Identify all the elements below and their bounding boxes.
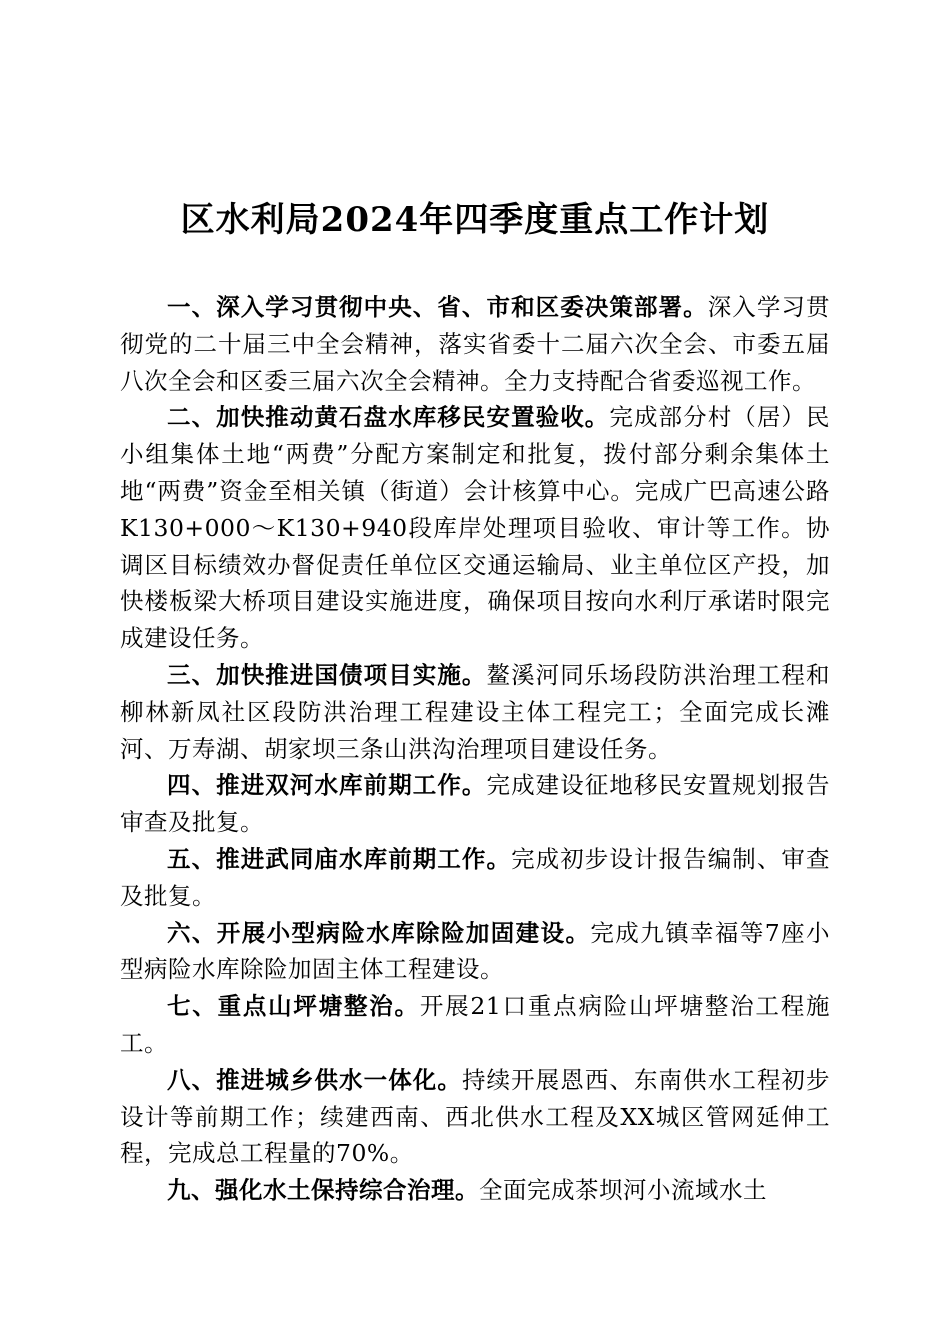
paragraph-text: 持续开展恩西、东南供水工程初步设计等前期工作；续建西南、西北供水工程及XX城区管网延伸工程，完成总工程量的70%。 bbox=[120, 1065, 831, 1168]
paragraph-6 bbox=[120, 915, 830, 989]
paragraph-heading: 一、深入学习贯彻中央、省、市和区委决策部署。 bbox=[167, 293, 708, 321]
paragraph-heading: 五、推进武同庙水库前期工作。 bbox=[167, 844, 512, 873]
paragraph-text: 完成建设征地移民安置规划报告审查及批复。 bbox=[120, 771, 830, 837]
paragraph-text: 开展21口重点病险山坪塘整治工程施工。 bbox=[120, 992, 831, 1057]
paragraph-heading: 七、重点山坪塘整治。 bbox=[167, 992, 420, 1021]
paragraph-heading: 六、开展小型病险水库除险加固建设。 bbox=[167, 918, 591, 947]
paragraph-5 bbox=[120, 841, 830, 915]
paragraph-8 bbox=[120, 1062, 830, 1172]
paragraph-heading: 八、推进城乡供水一体化。 bbox=[167, 1065, 462, 1094]
paragraph-7 bbox=[120, 988, 830, 1062]
paragraph-1 bbox=[120, 289, 830, 399]
paragraph-heading: 四、推进双河水库前期工作。 bbox=[167, 771, 487, 800]
paragraph-9 bbox=[120, 1172, 830, 1209]
paragraph-3 bbox=[120, 657, 830, 767]
paragraph-text: 深入学习贯彻党的二十届三中全会精神，落实省委十二届六次全会、市委五届八次全会和区委三届六次全会精神。全力支持配合省委巡视工作。 bbox=[120, 293, 831, 395]
paragraph-text: 完成初步设计报告编制、审查及批复。 bbox=[120, 844, 831, 910]
paragraph-text: 完成部分村（居）民小组集体土地“两费”分配方案制定和批复，拨付部分剩余集体土地“两费”资金至相关镇（街道）会计核算中心。完成广巴高速公路K130+000～K130+940段库岸处理项目验收、审计等工作。协调区目标绩效办督促责任单位区交通运输局、业主单位区产投，加快楼板梁大桥项目建设实施进度，确保项目按向水利厅承诺时限完成建设任务。 bbox=[120, 403, 831, 653]
document-body bbox=[120, 289, 830, 1209]
paragraph-heading: 九、强化水土保持综合治理。 bbox=[167, 1176, 479, 1205]
document-title: 区水利局2024年四季度重点工作计划 bbox=[180, 200, 770, 240]
paragraph-text: 完成九镇幸福等7座小型病险水库除险加固主体工程建设。 bbox=[120, 918, 831, 984]
paragraph-2 bbox=[120, 399, 830, 657]
paragraph-heading: 二、加快推动黄石盘水库移民安置验收。 bbox=[167, 403, 610, 432]
paragraph-text: 全面完成茶坝河小流域水土 bbox=[479, 1176, 767, 1205]
paragraph-text: 鳌溪河同乐场段防洪治理工程和柳林新凤社区段防洪治理工程建设主体工程完工；全面完成长滩河、万寿湖、胡家坝三条山洪沟治理项目建设任务。 bbox=[120, 660, 830, 763]
paragraph-heading: 三、加快推进国债项目实施。 bbox=[167, 660, 487, 689]
paragraph-4 bbox=[120, 767, 830, 841]
